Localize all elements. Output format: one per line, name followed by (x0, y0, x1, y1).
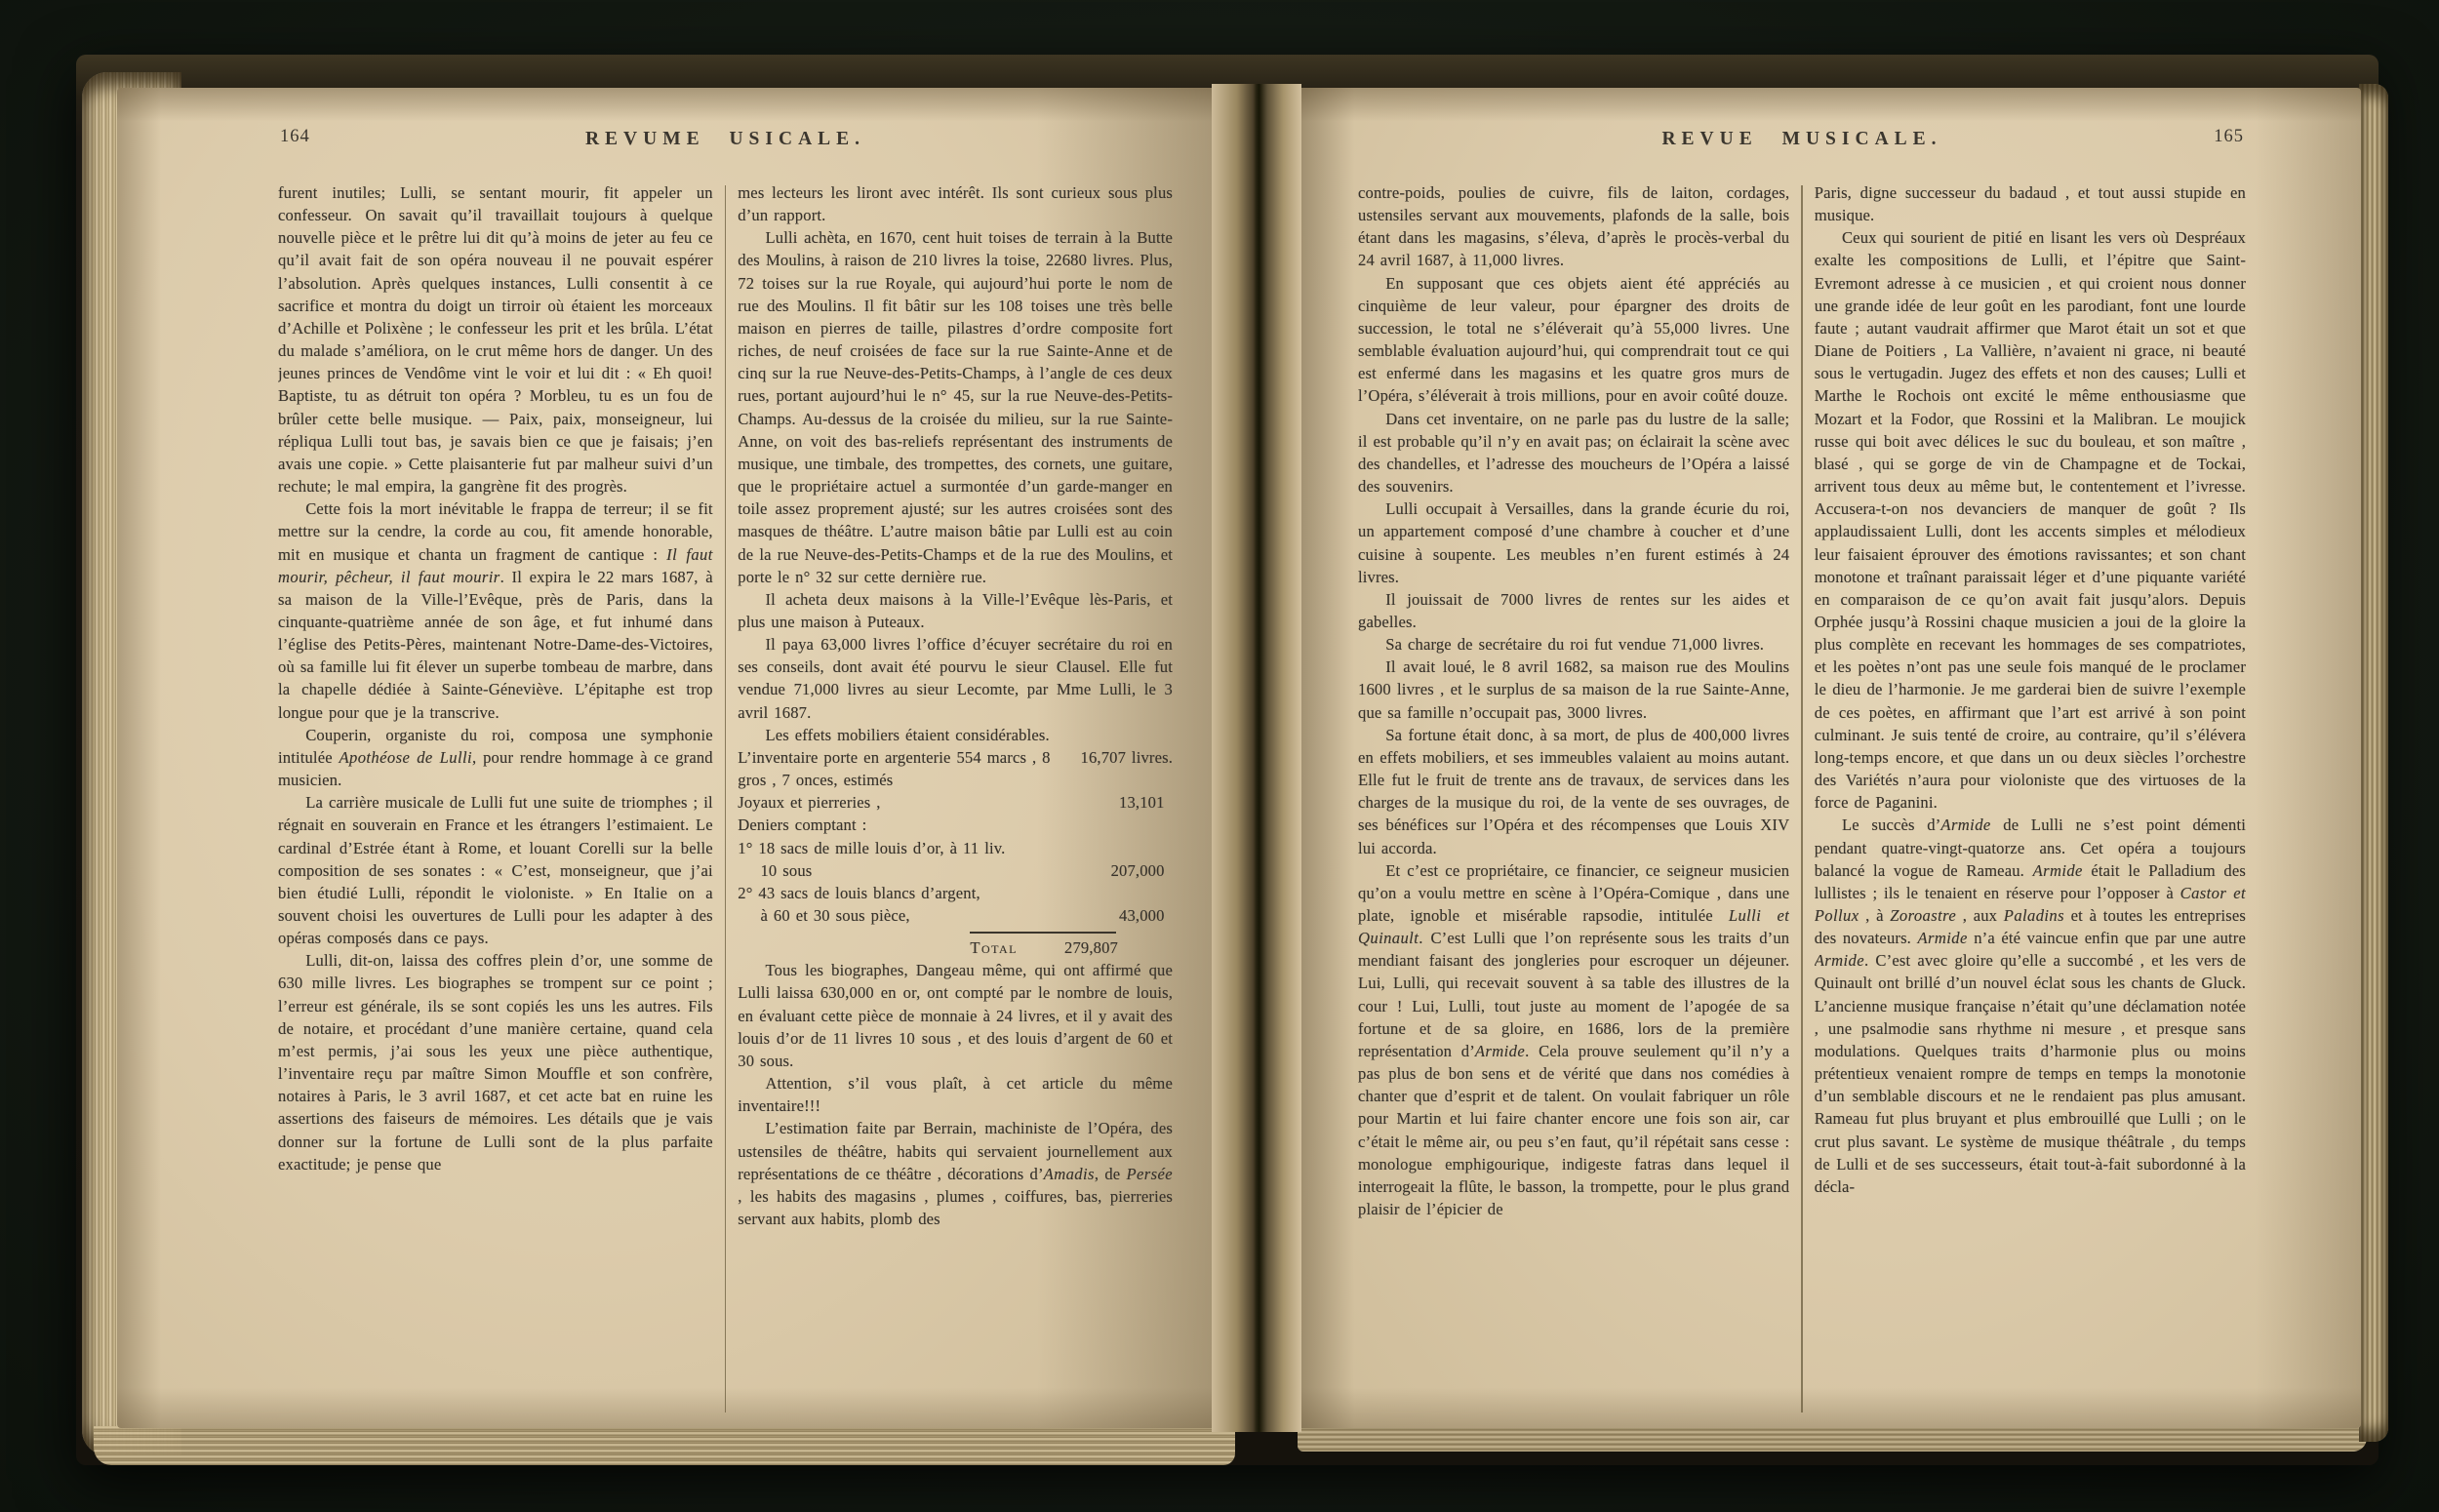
inventory-line (738, 904, 1173, 927)
text-run: . C’est avec gloire qu’elle a succombé , et les vers de Quinault ont brillé d’un nouvel éclat sous les chants de Gluck. L’ancienne musique française n’était qu’une déclamation notée , une psalmodie sans rhythme ni mesure , et presque sans modulations. Quelques traits d’harmonie plus ou moins prétentieux venaient rompre de temps en temps la monotonie d’un semblable discours et ne le rendaient pas plus amusant. Rameau fut plus bruyant et plus embrouillé que Lulli ; on le crut plus savant. Le système de musique théâtrale , du temps de Lulli et de ses successeurs, était tout-à-fait subordonné à la décla- (1814, 951, 2246, 1196)
paragraph (1815, 181, 2246, 226)
sum-rule (970, 932, 1116, 934)
paragraph (738, 1072, 1173, 1117)
text-run: . Cela prouve seulement qu’il n’y a pas plus de bon sens et de vérité que dans nos comédies à chanter que d’esprit et de talent. On voulait fabriquer un rôle pour Martin et lui faire chanter encore une fois son air, car c’était le même air, ou peu s’en faut, qu’il répétait sans cesse : monologue emphigourique, indigeste fatras dans lequel il interrogeait la flûte, le basson, la trompette, pour le plus grand plaisir de l’épicier de (1358, 1041, 1790, 1219)
paragraph (278, 497, 713, 724)
page-stack-edge-right (2359, 84, 2388, 1442)
paragraph (738, 633, 1173, 724)
inventory-label (738, 791, 880, 814)
text-run: La carrière musicale de Lulli fut une suite de triomphes ; il régnait en souverain en France et les étrangers l’estimaient. Le cardinal d’Estrée étant à Rome, et louant Corelli sur la belle composition de ses sonates : « C’est, monseigneur, que j’ai bien étudié Lulli, répondit le violoniste. » En Italie on a souvent choisi les ouvertures de Lulli pour les adapter à des opéras composés dans ce pays. (278, 793, 713, 948)
text-run: Cette fois la mort inévitable le frappa de terreur; il se fit mettre sur la cendre, la corde au cou, fit amende honorable, mit en musique et chanta un fragment de cantique : (278, 499, 713, 564)
paragraph (1358, 588, 1789, 633)
text-run: , aux (1956, 906, 2004, 925)
italic-text: Castor et Pollux (1814, 883, 2246, 925)
paragraph (1358, 272, 1789, 408)
paragraph (1358, 408, 1789, 498)
paragraph (738, 814, 1173, 836)
paragraph (1815, 814, 2246, 1198)
text-run: Lulli achèta, en 1670, cent huit toises de terrain à la Butte des Moulins, à raison de 210 livres la toise, 22680 livres. Plus, 72 toises sur la rue Royale, qui aujourd’hui porte le nom de rue des Moulins. Il fit bâtir sur les 108 toises une très belle maison en pierres de taille, pilastres d’ordre composite fort riches, de neuf croisées de face sur la rue Sainte-Anne et de cinq sur la rue Neuve-des-Petits-Champs, à l’angle de ces deux rues, portant aujourd’hui le n° 45, sur la rue Neuve-des-Petits-Champs. Au-dessus de la croisée du milieu, sur la rue Sainte-Anne, on voit des bas-reliefs représentant des instruments de musique, une timbale, des trompettes, des cornets, une guitare, que le propriétaire actuel a surmontée d’un garde-manger en toile assez proprement ajusté; sur les autres croisées sont des masques de théâtre. L’autre maison bâtie par Lulli est au coin de la rue Neuve-des-Petits-Champs et de la rue des Moulins, et porte le n° 32 sur cette dernière rue. (738, 228, 1173, 586)
page-stack-edge-bottom-right (1298, 1426, 2367, 1452)
inventory-line (738, 791, 1173, 814)
text-run: et à toutes les entreprises des novateurs. (1814, 906, 2246, 948)
text-run: furent inutiles; Lulli, se sentant mourir, fit appeler un confesseur. On savait qu’il travaillait toujours à quelque nouvelle pièce et le prêtre lui dit qu’à moins de jeter au feu ce qu’il avait fait de son opéra nouveau il ne pouvait espérer l’absolution. Après quelques instances, Lulli consentit à ce sacrifice et montra du doigt un tirroir où étaient les morceaux d’Achille et Polixène ; le confesseur les prit et les brûla. L’état du malade s’améliora, on le crut même hors de danger. Un des jeunes princes de Vendôme vint le voir et lui dit : « Eh quoi! Baptiste, tu as détruit ton opéra ? Morbleu, tu es un fou de brûler cette belle musique. — Paix, paix, monseigneur, lui répliqua Lulli tout bas, je savais bien ce que je faisais; j’en avais une copie. » Cette plaisanterie fut par malheur suivi d’un rechute; le mal empira, la gangrène fit des progrès. (278, 183, 713, 497)
inventory-label (760, 859, 812, 882)
text-run: Il acheta deux maisons à la Ville-l’Evêque lès-Paris, et plus une maison à Puteaux. (738, 589, 1173, 631)
italic-text: Amadis (1043, 1164, 1095, 1183)
text-run: Tous les biographes, Dangeau même, qui ont affirmé que Lulli laissa 630,000 en or, ont compté par le nombre de louis, en évaluant cette pièce de monnaie à 24 livres, et il y avait des louis d’or de 11 livres 10 sous , et des louis d’argent de 60 et 30 sous. (738, 961, 1173, 1070)
italic-text: Paladins (2003, 906, 2064, 925)
page-stack-edge-bottom-left (94, 1426, 1235, 1465)
text-run: Attention, s’il vous plaît, à cet article du même inventaire!!! (738, 1074, 1173, 1116)
text-run: , à (1859, 906, 1891, 925)
italic-text: Apothéose de Lulli (339, 747, 473, 767)
text-run: . C’est Lulli que l’on représente sous les traits d’un mendiant faisant des jongleries pour escroquer un déjeuner. Lui, Lulli, qui recevait souvent à sa table des illustres de la cour ! Lui, Lulli, tout juste au moment de l’apogée de sa fortune et de sa gloire, en 1686, lors de la première représentation d’ (1358, 929, 1790, 1060)
paragraph (1358, 724, 1789, 859)
paragraph (278, 181, 713, 497)
text-run: Lulli, dit-on, laissa des coffres plein d’or, une somme de 630 mille livres. Les biographes se trompent sur ce point ; l’erreur est générale, ils se sont copiés les uns les autres. Fils de notaire, et procédant d’une manière certaine, quand cela m’est permis, j’ai sous les yeux une pièce authentique, l’inventaire reçu par maître Simon Mouffle et son confrère, notaires à Paris, le 3 avril 1687, et cet acte bat en ruine les assertions des faiseurs de mémoires. Les détails que je vais donner sur la fortune de Lulli sont de la plus parfaite exactitude; je pense que (278, 951, 713, 1174)
inventory-label (970, 936, 1018, 959)
inventory-amount: 207,000 (1110, 860, 1173, 880)
paragraph (278, 791, 713, 949)
italic-text: Lulli et Quinault (1358, 906, 1790, 948)
left-page (117, 88, 1212, 1428)
italic-text: Armide (1940, 816, 1991, 835)
text-run: L’estimation faite par Berrain, machiniste de l’Opéra, des ustensiles de théâtre, habits qui servaient journellement aux représentations de ce théâtre , décorations d’ (738, 1119, 1173, 1183)
paragraph (278, 724, 713, 791)
text-column (738, 181, 1173, 1422)
paragraph (738, 882, 1173, 904)
text-run: L’inventaire porte en argenterie 554 marcs , 8 gros , 7 onces, estimés (738, 747, 1051, 790)
page-number: 164 (280, 127, 310, 146)
italic-text: Armide (1814, 951, 1864, 971)
column-rule (725, 185, 727, 1413)
text-run: Deniers comptant : (738, 816, 867, 835)
right-running-head (1358, 121, 2246, 174)
running-title: REVUE MUSICALE. (1661, 129, 1942, 149)
text-run: Sa fortune était donc, à sa mort, de plus de 400,000 livres en effets mobiliers, et ses immeubles valaient au moins autant. Elle fut le fruit de trente ans de travaux, de services dans les charges de la musique du roi, de la vente de ses ouvrages, de ses bénéfices sur l’Opéra et des récompenses que Louis XIV lui accorda. (1358, 725, 1790, 857)
text-run: Total (970, 938, 1019, 958)
book-spine-gutter (1212, 84, 1301, 1432)
paragraph (1358, 497, 1789, 588)
text-run: de Lulli ne s’est point démenti pendant quatre-vingt-quatorze ans. Cet opéra a toujours balancé la vogue de Rameau. (1814, 816, 2246, 880)
text-run: Couperin, organiste du roi, composa une symphonie intitulée (278, 725, 713, 767)
text-run: 2° 43 sacs de louis blancs d’argent, (738, 883, 980, 902)
inventory-total-line (738, 936, 1173, 959)
text-run: Sa charge de secrétaire du roi fut vendue 71,000 livres. (1385, 635, 1765, 655)
italic-text: Armide (1474, 1041, 1526, 1060)
paragraph (1358, 633, 1789, 656)
inventory-amount: 16,707 livres. (1080, 747, 1173, 767)
italic-text: Il faut mourir, pêcheur, il faut mourir (278, 544, 713, 586)
italic-text: Armide (2032, 860, 2083, 880)
text-run: était le Palladium des lullistes ; ils le tenaient en réserve pour l’opposer à (1814, 860, 2246, 902)
text-run: Il paya 63,000 livres l’office d’écuyer secrétaire du roi en ses conseils, dont avait été pourvu le sieur Clausel. Elle fut vendue 71,000 livres au sieur Lecomte, par Mme Lulli, le 3 avril 1687. (738, 635, 1173, 722)
text-run: n’a été vaincue enfin que par une autre (1967, 929, 2246, 948)
text-run: Le succès d’ (1841, 816, 1941, 835)
italic-text: Armide (1917, 929, 1968, 948)
text-run: Les effets mobiliers étaient considérables. (765, 725, 1050, 744)
paragraph (738, 181, 1173, 226)
paragraph (738, 959, 1173, 1072)
text-run: Il jouissait de 7000 livres de rentes sur les aides et gabelles. (1358, 589, 1790, 631)
inventory-amount: 43,000 (1119, 906, 1173, 925)
left-running-head (278, 121, 1173, 174)
inventory-label (738, 746, 1066, 791)
running-title: REVUME USICALE. (584, 129, 866, 149)
column-rule (1801, 185, 1803, 1413)
text-run: contre-poids, poulies de cuivre, fils de laiton, cordages, ustensiles servant aux mouvements, plafonds de la salle, bois étant dans les magasins, s’éleva, d’après le procès-verbal du 24 avril 1687, à 11,000 livres. (1358, 183, 1790, 270)
paragraph (1358, 656, 1789, 723)
text-run: 1° 18 sacs de mille louis d’or, à 11 liv. (738, 838, 1006, 857)
right-page (1301, 88, 2361, 1428)
paragraph (1815, 226, 2246, 814)
text-run: . Il expira le 22 mars 1687, à sa maison de la Ville-l’Evêque, près de Paris, dans la cinquante-quatrième année de son âge, et fut inhumé dans l’église des Petits-Pères, maintenant Notre-Dame-des-Victoires, où sa famille lui fit élever un superbe tombeau de marbre, dans la chapelle dédiée à Sainte-Géneviève. L’épitaphe est trop longue pour que je la transcrive. (278, 567, 713, 722)
paragraph (738, 1117, 1173, 1230)
text-run: 10 sous (760, 860, 813, 880)
page-number: 165 (2214, 127, 2244, 146)
paragraph (1358, 181, 1789, 272)
inventory-line (738, 859, 1173, 882)
right-page-columns (1358, 181, 2246, 1422)
text-column (278, 181, 713, 1422)
text-column (1815, 181, 2246, 1422)
paragraph (738, 837, 1173, 859)
paragraph (1358, 859, 1789, 1221)
left-page-columns (278, 181, 1173, 1422)
text-column (1358, 181, 1789, 1422)
inventory-amount: 279,807 (1064, 938, 1118, 958)
text-run: Ceux qui sourient de pitié en lisant les vers où Despréaux exalte les compositions de Lulli, et l’épitre que Saint-Evremont adresse à ce musicien , et qui croient nous donner une grande idée de leur goût en les parodiant, font une lourde faute ; autant vaudrait affirmer que Marot était un sot et que Diane de Poitiers , La Vallière, n’avaient ni grace, ni beauté sous le vertugadin. Jugez des effets et non des causes; Lulli et Marthe le Rochois ont excité le même enthousiasme que Mozart et la Fodor, que Rossini et la Malibran. Le moujick russe qui boit avec délices le suc du bouleau, et son maître , blasé , qui se gorge de vin de Champagne et de Tockai, arrivent tous deux au même but, le contentement et l’ivresse. Accusera-t-on nos devanciers de manquer de goût ? Ils applaudissaient Lulli, dont les accents simples et mélodieux leur faisaient éprouver des émotions ravissantes; et son chant monotone et traînant paraissait léger et d’une piquante variété en comparaison de ce qu’on avait fait jusqu’alors. Depuis Orphée jusqu’à Rossini chaque musicien a joui de la gloire la plus complète en recevant les hommages de ses compatriotes, et les poètes n’ont pas une seule fois manqué de le proclamer le dieu de l’harmonie. Je me garderai bien de suivre l’exemple de ces poètes, en affirmant que l’art est arrivé à son point culminant. Je suis tenté de croire, au contraire, qu’il s’élévera long-temps encore, et que dans un ou deux siècles l’orchestre des Variétés n’aura pour violoniste que des virtuoses de la force de Paganini. (1814, 228, 2246, 813)
inventory-line (738, 746, 1173, 791)
italic-text: Persée (1126, 1164, 1173, 1183)
text-run: Paris, digne successeur du badaud , et tout aussi stupide en musique. (1814, 183, 2246, 225)
paragraph (738, 588, 1173, 633)
text-run: à 60 et 30 sous pièce, (760, 906, 910, 925)
text-run: Et c’est ce propriétaire, ce financier, ce seigneur musicien qu’on a voulu mettre en scène à l’Opéra-Comique , dans une plate, ignoble et misérable rapsodie, intitulée (1358, 860, 1790, 925)
text-run: En supposant que ces objets aient été appréciés au cinquième de leur valeur, pour épargner des droits de succession, le total ne s’éléverait qu’à 55,000 livres. Une semblable évaluation aujourd’hui, qui comprendrait tout ce qui est enfermé dans les magasins et les quatre gros murs de l’Opéra, s’éléverait à trois millions, pour en avoir coûté douze. (1358, 273, 1790, 406)
text-run: , les habits des magasins , plumes , coiffures, bas, pierreries servant aux habits, plomb des (738, 1186, 1173, 1229)
inventory-label (760, 904, 909, 927)
text-run: , de (1094, 1164, 1127, 1183)
text-run: Joyaux et pierreries , (738, 793, 881, 813)
paragraph (738, 724, 1173, 746)
text-run: , pour rendre hommage à ce grand musicien. (278, 747, 713, 790)
paragraph (278, 949, 713, 1175)
italic-text: Zoroastre (1890, 906, 1957, 925)
text-run: Dans cet inventaire, on ne parle pas du lustre de la salle; il est probable qu’il n’y en avait pas; on éclairait la scène avec des chandelles, et l’adresse des moucheurs de l’Opéra a laissé des souvenirs. (1358, 409, 1790, 497)
paragraph (738, 226, 1173, 588)
text-run: mes lecteurs les liront avec intérêt. Ils sont curieux sous plus d’un rapport. (738, 183, 1173, 225)
text-run: Lulli occupait à Versailles, dans la grande écurie du roi, un appartement composé d’une chambre à coucher et d’une cuisine à soupente. Les meubles n’en furent estimés à 24 livres. (1358, 499, 1790, 586)
text-run: Il avait loué, le 8 avril 1682, sa maison rue des Moulins 1600 livres , et le surplus de sa maison de la rue Sainte-Anne, que sa famille n’occupait pas, 3000 livres. (1358, 657, 1790, 722)
inventory-amount: 13,101 (1119, 793, 1173, 813)
